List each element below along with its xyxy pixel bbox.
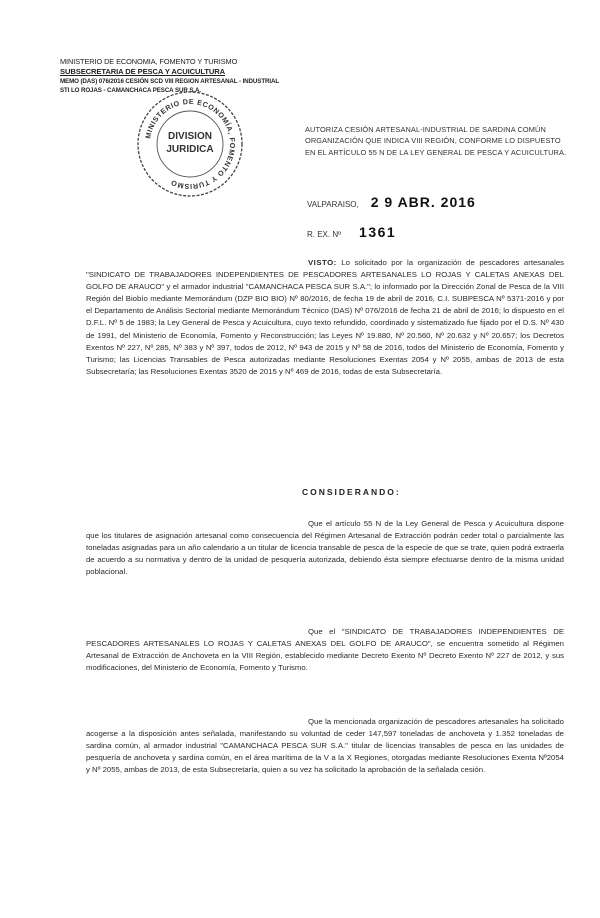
stamp-seal-icon [132, 86, 248, 202]
subsecretaria-name: SUBSECRETARIA DE PESCA Y ACUICULTURA [60, 67, 226, 77]
considerando-paragraph-3: Que la mencionada organización de pescadores artesanales ha solicitado acogerse a la disposición antes señalada, manifestando su voluntad de ceder 147,597 toneladas de anchoveta y 1.352 toneladas de sardina común, al armador industrial "CAMANCHACA PESCA SUR S.A." titular de licencias transables de pesca en las unidades de pesquería de anchoveta y sardina común, en el área marítima de la V a la X Regiones, otorgadas mediante Resoluciones Exenta Nº2054 y Nº 2055, ambas de 2013, de esta Subsecretaría, quien a su vez ha solicitado la aprobación de la señalada cesión. [86, 717, 564, 775]
visto-text: Lo solicitado por la organización de pescadores artesanales "SINDICATO DE TRABAJADORES INDEPENDIENTES DE PESCADORES ARTESANALES LO ROJAS Y CALETAS ANEXAS DEL GOLFO DE ARAUCO" y el armador industrial "CAMANCHACA PESCA SUR S.A."; lo informado por la Dirección Zonal de Pesca de la VIII Región del Biobío mediante Memorándum (DZP BIO BIO) Nº 80/2016, de fecha 19 de abril de 2016, C.I. SUBPESCA Nº 5371-2016 y por el Departamento de Análisis Sectorial mediante Memorándum Técnico (DAS) Nº 076/2016 de fecha 21 de abril de 2016; lo dispuesto en el D.F.L. Nº 5 de 1983; la Ley General de Pesca y Acuicultura, cuyo texto refundido, coordinado y sistematizado fue fijado por el D.S. Nº 430 de 1991, del Ministerio de Economía, Fomento y Reconstrucción; las Leyes Nº 19.880, Nº 20.560, Nº 20.632 y Nº 20.657; los Decretos Exentos Nº 227, Nº 285, Nº 383 y Nº 397, todos de 2012, Nº 943 de 2015 y Nº 58 de 2016, todos del Ministerio de Economía, Fomento y Turismo; las Licencias Transables de Pesca autorizadas mediante Resoluciones Exentas 2054 y Nº 2055, ambas de 2013 de esta Subsecretaría; las Resoluciones Exentas 3520 de 2015 y Nº 469 de 2016, todas de esta Subsecretaría. [86, 258, 565, 376]
considerando-heading: CONSIDERANDO: [302, 487, 401, 497]
date-value: 2 9 ABR. 2016 [370, 194, 476, 210]
visto-label: VISTO: [308, 258, 337, 267]
visto-paragraph [86, 257, 564, 378]
file-reference: STI LO ROJAS - CAMANCHACA PESCA SUR S.A. [60, 87, 201, 95]
memo-reference: MEMO (DAS) 076/2016 CESIÓN SCD VIII REGION ARTESANAL - INDUSTRIAL [60, 78, 280, 86]
resolution-subject: AUTORIZA CESIÓN ARTESANAL-INDUSTRIAL DE SARDINA COMÚN ORGANIZACIÓN QUE INDICA VIII REGIÓN, CONFORME LO DISPUESTO EN EL ARTÍCULO 55 N DE LA LEY GENERAL DE PESCA Y ACUICULTURA. [305, 125, 567, 157]
resolution-number-value: 1361 [359, 224, 397, 240]
ministry-name: MINISTERIO DE ECONOMIA, FOMENTO Y TURISMO [60, 57, 238, 66]
resolution-number-label: R. EX. Nº [307, 230, 342, 239]
stamp-ring-text: MINISTERIO DE ECONOMÍA, FOMENTO Y TURISMO [143, 96, 238, 192]
date-label: VALPARAISO, [307, 200, 359, 209]
considerando-paragraph-1: Que el artículo 55 N de la Ley General de Pesca y Acuicultura dispone que los titulares de asignación artesanal como consecuencia del Régimen Artesanal de Extracción podrán ceder total o parcialmente las toneladas asignadas para un año calendario a un titular de licencia transable de pesca de la especie de que se trate, quien podrá extraerla de acuerdo a su normativa y dentro de la unidad de pesquería autorizada, debiendo ésta siempre efectuarse dentro de la misma unidad poblacional. [86, 519, 564, 577]
considerando-paragraph-2: Que el "SINDICATO DE TRABAJADORES INDEPENDIENTES DE PESCADORES ARTESANALES LO ROJAS Y CALETAS ANEXAS DEL GOLFO DE ARAUCO", se encuentra sometido al Régimen Artesanal de Extracción de Anchoveta en la VIII Región, establecido mediante Decreto Exento Nº Decreto Exento Nº 227 de 2012, y sus modificaciones, del Ministerio de Economía, Fomento y Turismo. [86, 627, 564, 673]
resolution-number-line [307, 224, 396, 240]
division-juridica-stamp [132, 86, 248, 202]
stamp-center-line-1: DIVISION [168, 131, 212, 142]
stamp-center-line-2: JURIDICA [166, 144, 214, 155]
date-line [307, 194, 476, 210]
